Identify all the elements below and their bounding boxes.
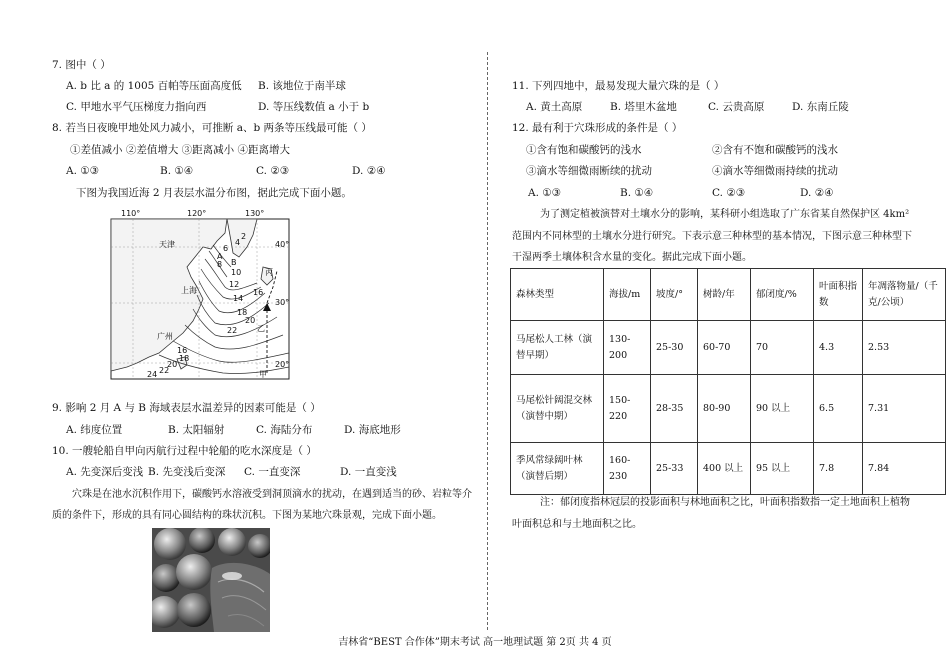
q11-stem: 11. 下列四地中，最易发现大量穴珠的是（ ） [512,80,725,92]
q9-option-b: B. 太阳辐射 [168,424,225,436]
q8-option-b: B. ①④ [160,165,194,177]
q10-option-c: C. 一直变深 [244,466,301,478]
isotherm-label: 2 [241,232,247,241]
table-cell: 95 以上 [751,443,814,495]
table-cell: 25-33 [651,443,698,495]
cave-pearl-photo [152,528,270,632]
q12-option-c: C. ②③ [712,187,746,199]
isotherm-label: 8 [217,260,223,269]
q7-option-a: A. b 比 a 的 1005 百帕等压面高度低 [66,80,242,92]
isotherm-label: 20 [245,316,256,325]
table-row [511,375,946,443]
q10-option-d: D. 一直变浅 [340,466,397,478]
table-cell: 150-220 [604,375,651,443]
table-cell: 4.3 [814,321,863,375]
table-header-cell: 树龄/年 [698,269,751,321]
table-cell: 7.84 [863,443,946,495]
isotherm-label: 4 [235,238,241,247]
table-cell: 7.8 [814,443,863,495]
table-header-cell: 海拔/m [604,269,651,321]
isotherm-label: 20 [167,360,178,369]
table-cell: 7.31 [863,375,946,443]
table-cell: 70 [751,321,814,375]
isotherm-label: 16 [177,346,188,355]
lon-label-130: 130° [245,209,265,218]
forest-intro-line-2: 范围内不同林型的土壤水分进行研究。下表示意三种林型的基本情况，下图示意三种林型下 [512,231,912,242]
table-header-cell: 郁闭度/% [751,269,814,321]
isotherm-label: 6 [223,244,229,253]
q7-stem: 7. 图中（ ） [52,59,111,71]
q11-option-c: C. 云贵高原 [708,101,765,113]
isotherm-label: 12 [229,280,240,289]
table-cell: 季风常绿阔叶林（演替后期） [511,443,604,495]
table-header-cell: 坡度/° [651,269,698,321]
isotherm-label: 24 [147,370,158,379]
lon-label-120: 120° [187,209,207,218]
table-cell: 80-90 [698,375,751,443]
table-header-cell: 叶面积指数 [814,269,863,321]
lat-label-40: 40° [275,240,290,249]
q12-stem: 12. 最有利于穴珠形成的条件是（ ） [512,122,683,134]
q8-option-d: D. ②④ [352,165,386,177]
point-b: B [231,258,237,267]
q12-option-b: B. ①④ [620,187,654,199]
q9-option-d: D. 海底地形 [344,424,401,436]
sea-temperature-map [107,207,293,383]
q9-stem: 9. 影响 2 月 A 与 B 海域表层水温差异的因素可能是（ ） [52,402,321,414]
place-guangzhou: 广州 [157,332,173,341]
table-cell: 90 以上 [751,375,814,443]
q8-stem: 8. 若当日夜晚甲地处风力减小，可推断 a、b 两条等压线最可能（ ） [52,122,372,134]
table-cell: 130-200 [604,321,651,375]
q11-option-b: B. 塔里木盆地 [610,101,677,113]
table-header-row [511,269,946,321]
q10-option-b: B. 先变浅后变深 [148,466,226,478]
place-shanghai: 上海 [181,286,197,295]
lat-label-20: 20° [275,360,290,369]
q11-option-a: A. 黄土高原 [526,101,583,113]
q8-items: ①差值减小 ②差值增大 ③距离减小 ④距离增大 [70,144,291,156]
table-cell: 160-230 [604,443,651,495]
lon-label-110: 110° [121,209,141,218]
point-jia: 甲 [259,370,267,379]
q12-condition-3: ③滴水等细微雨断续的扰动 [526,165,652,177]
isotherm-label: 22 [227,326,238,335]
point-a: A [217,252,223,261]
table-note-line-2: 叶面积总和与土地面积之比。 [512,519,642,530]
forest-type-table [510,268,946,495]
page-footer: 吉林省“BEST 合作体”期末考试 高一地理试题 第 2页 共 4 页 [338,637,612,648]
q12-option-a: A. ①③ [528,187,562,199]
isotherm-label: 14 [233,294,244,303]
isotherm-label: 18 [179,354,190,363]
cave-intro-line-2: 质的条件下，形成的具有同心圆结构的珠状沉积。下图为某地穴珠景观，完成下面小题。 [52,510,442,521]
table-cell: 60-70 [698,321,751,375]
table-cell: 2.53 [863,321,946,375]
forest-intro-line-1: 为了测定植被演替对土壤水分的影响，某科研小组选取了广东省某自然保护区 4km² [540,209,910,220]
q9-option-c: C. 海陆分布 [256,424,313,436]
table-cell: 马尾松针阔混交林（演替中期） [511,375,604,443]
isotherm-label: 22 [159,366,170,375]
q8-option-c: C. ②③ [256,165,290,177]
forest-intro-line-3: 干湿两季土壤体积含水量的变化。据此完成下面小题。 [512,252,752,263]
column-divider [487,52,488,630]
q12-condition-2: ②含有不饱和碳酸钙的浅水 [712,144,838,156]
isotherm-label: 10 [231,268,242,277]
q12-option-d: D. ②④ [800,187,834,199]
table-header-cell: 森林类型 [511,269,604,321]
table-cell: 马尾松人工林（演替早期） [511,321,604,375]
q12-condition-1: ①含有饱和碳酸钙的浅水 [526,144,642,156]
q8-option-a: A. ①③ [66,165,100,177]
table-cell: 25-30 [651,321,698,375]
table-row [511,321,946,375]
q7-option-d: D. 等压线数值 a 小于 b [258,101,370,113]
table-row [511,443,946,495]
isotherm-label: 18 [237,308,248,317]
q10-option-a: A. 先变深后变浅 [66,466,144,478]
q7-option-b: B. 该地位于南半球 [258,80,346,92]
table-cell: 400 以上 [698,443,751,495]
q7-option-c: C. 甲地水平气压梯度力指向西 [66,101,207,113]
lat-label-30: 30° [275,298,290,307]
point-yi: 乙 [257,324,265,333]
point-bing: 丙 [265,268,273,277]
table-note-line-1: 注：郁闭度指林冠层的投影面积与林地面积之比，叶面积指数指一定土地面积上植物 [540,497,910,508]
place-tianjin: 天津 [159,240,175,249]
map-intro: 下图为我国近海 2 月表层水温分布图，据此完成下面小题。 [76,187,352,199]
isotherm-label: 16 [253,288,264,297]
q12-condition-4: ④滴水等细微雨持续的扰动 [712,165,838,177]
q9-option-a: A. 纬度位置 [66,424,123,436]
q10-stem: 10. 一艘轮船自甲向丙航行过程中轮船的吃水深度是（ ） [52,445,317,457]
table-cell: 28-35 [651,375,698,443]
cave-intro-line-1: 穴珠是在池水沉积作用下，碳酸钙水溶液受到洞顶滴水的扰动，在遇到适当的砂、岩粒等介 [72,489,472,500]
q11-option-d: D. 东南丘陵 [792,101,849,113]
table-cell: 6.5 [814,375,863,443]
table-header-cell: 年凋落物量/（千克/公顷） [863,269,946,321]
